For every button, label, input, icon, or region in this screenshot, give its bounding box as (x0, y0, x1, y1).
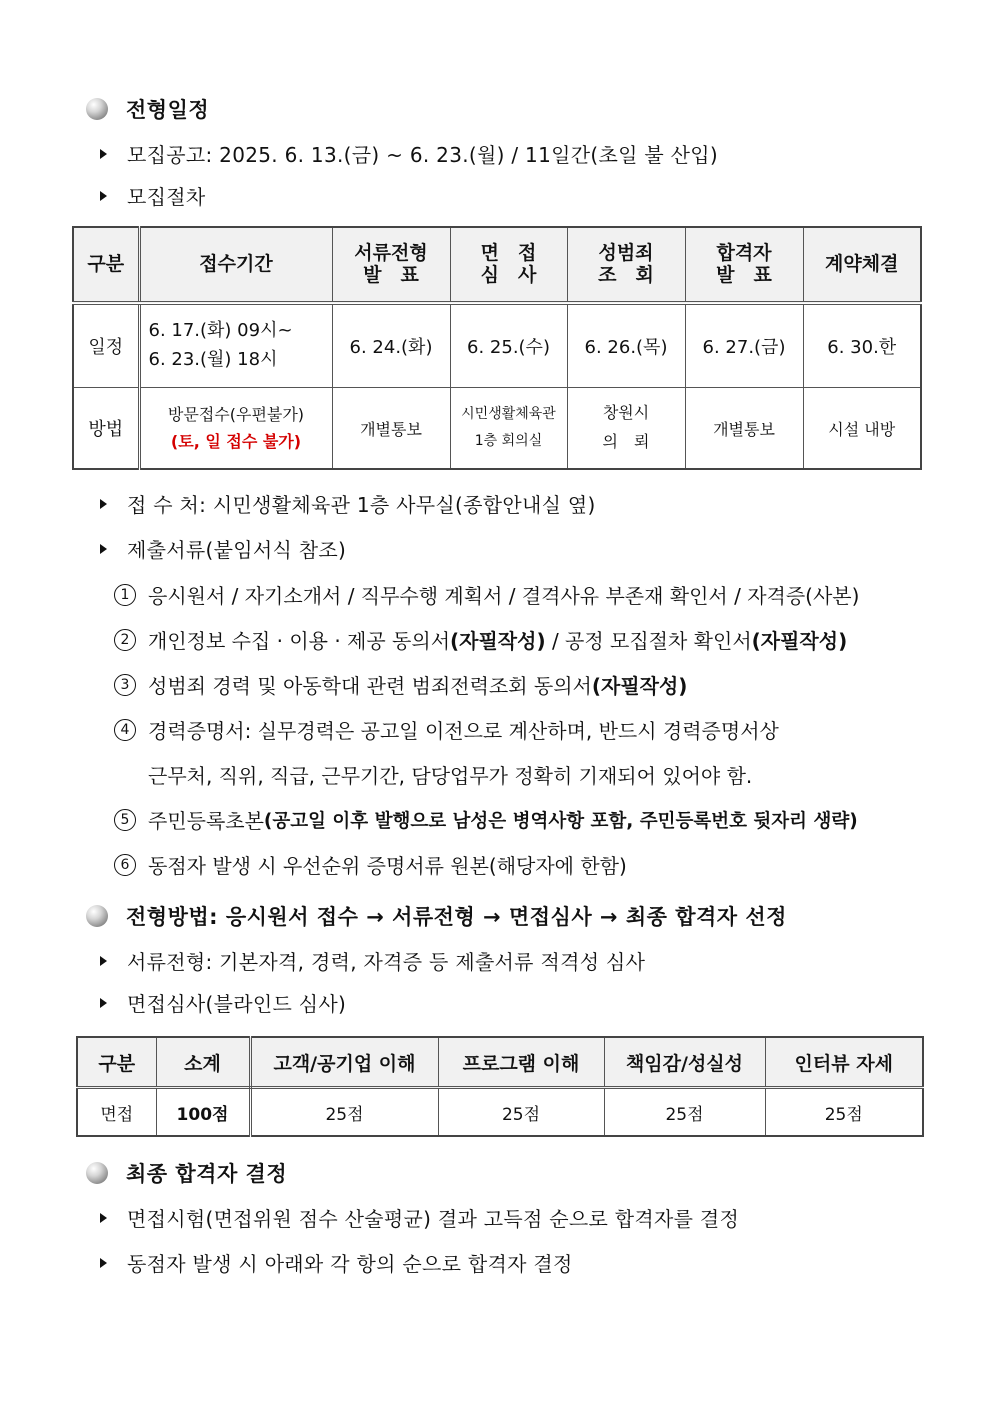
circled-number: 3 (114, 674, 136, 696)
table-cell: 100점 (156, 1088, 250, 1137)
bullet-item (100, 1203, 739, 1232)
header-cell: 계약체결 (803, 227, 921, 303)
final-line: 면접시험(면접위원 점수 산술평균) 결과 고득점 순으로 합격자를 결정 (127, 1207, 740, 1231)
table-cell: 면접 (77, 1088, 156, 1137)
table-cell: 6. 30.한 (803, 303, 921, 388)
table-cell: 25점 (765, 1088, 923, 1137)
header-cell: 고객/공기업 이해 (250, 1037, 438, 1088)
bullet-ball-icon (86, 98, 108, 120)
triangle-bullet-icon (100, 544, 107, 554)
header-cell: 서류전형 발 표 (332, 227, 450, 303)
triangle-bullet-icon (100, 1213, 107, 1223)
list-item: 3 성범죄 경력 및 아동학대 관련 범죄전력조회 동의서 (자필작성) (114, 670, 687, 699)
final-line: 동점자 발생 시 아래와 각 항의 순으로 합격자 결정 (127, 1252, 573, 1276)
table-cell: 25점 (438, 1088, 604, 1137)
table-cell: 6. 27.(금) (685, 303, 803, 388)
table-header-row (77, 1037, 923, 1088)
section-title: 전형일정 (126, 98, 210, 122)
reception-text: 접 수 처: 시민생활체육관 1층 사무실(종합안내실 옆) (127, 493, 596, 517)
table-cell: 6. 17.(화) 09시~ 6. 23.(월) 18시 (139, 303, 332, 388)
list-item: 5 주민등록초본 (공고일 이후 발행으로 남성은 병역사항 포함, 주민등록번호 뒷자리 생략) (114, 805, 858, 834)
table-cell: 25점 (250, 1088, 438, 1137)
header-cell: 책임감/성실성 (604, 1037, 765, 1088)
row-label: 일정 (73, 303, 139, 388)
circled-number: 4 (114, 719, 136, 741)
header-cell: 인터뷰 자세 (765, 1037, 923, 1088)
bullet-ball-icon (86, 1162, 108, 1184)
row-label: 방법 (73, 388, 139, 470)
notice-text: 모집공고: 2025. 6. 13.(금) ~ 6. 23.(월) / 11일간(초일 불 산입) (127, 143, 718, 167)
documents-title: 제출서류(붙임서식 참조) (127, 538, 347, 562)
interview-score-table (76, 1036, 924, 1137)
circled-number: 1 (114, 584, 136, 606)
section-heading (86, 94, 209, 124)
interview-text: 면접심사(블라인드 심사) (127, 992, 347, 1016)
table-cell: 시민생활체육관 1층 회의실 (450, 388, 567, 470)
table-cell: 개별통보 (685, 388, 803, 470)
table-cell: 창원시 의 뢰 (567, 388, 685, 470)
list-item: 2 개인정보 수집 · 이용 · 제공 동의서 (자필작성) / 공정 모집절차 확인서 (자필작성) (114, 625, 847, 654)
doc-screen-text: 서류전형: 기본자격, 경력, 자격증 등 제출서류 적격성 심사 (127, 950, 646, 974)
triangle-bullet-icon (100, 149, 107, 159)
table-row (73, 303, 921, 388)
bullet-item (100, 946, 645, 975)
header-cell: 구분 (73, 227, 139, 303)
bullet-item (100, 489, 596, 518)
triangle-bullet-icon (100, 998, 107, 1008)
circled-number: 5 (114, 809, 136, 831)
table-cell: 개별통보 (332, 388, 450, 470)
table-cell: 방문접수(우편불가) (토, 일 접수 불가) (139, 388, 332, 470)
triangle-bullet-icon (100, 956, 107, 966)
table-cell: 6. 26.(목) (567, 303, 685, 388)
header-cell: 합격자 발 표 (685, 227, 803, 303)
procedure-text: 모집절차 (127, 185, 206, 209)
header-cell: 프로그램 이해 (438, 1037, 604, 1088)
header-cell: 구분 (77, 1037, 156, 1088)
bullet-ball-icon (86, 905, 108, 927)
bullet-item (100, 988, 346, 1017)
circled-number: 6 (114, 854, 136, 876)
list-item: 6 동점자 발생 시 우선순위 증명서류 원본(해당자에 한함) (114, 850, 627, 879)
header-cell: 접수기간 (139, 227, 332, 303)
triangle-bullet-icon (100, 191, 107, 201)
list-item: 1 응시원서 / 자기소개서 / 직무수행 계획서 / 결격사유 부존재 확인서 / 자격증(사본) (114, 580, 859, 609)
header-cell: 성범죄 조 회 (567, 227, 685, 303)
triangle-bullet-icon (100, 1258, 107, 1268)
table-cell: 6. 25.(수) (450, 303, 567, 388)
section-heading (86, 1158, 287, 1188)
schedule-table (72, 226, 922, 470)
header-cell: 소계 (156, 1037, 250, 1088)
header-cell: 면 접 심 사 (450, 227, 567, 303)
section-title: 전형방법: 응시원서 접수 → 서류전형 → 면접심사 → 최종 합격자 선정 (126, 905, 787, 929)
list-item: 4 경력증명서: 실무경력은 공고일 이전으로 계산하며, 반드시 경력증명서상 (114, 715, 779, 744)
bullet-item (100, 139, 718, 168)
bullet-item (100, 1248, 573, 1277)
table-cell: 25점 (604, 1088, 765, 1137)
bullet-item (100, 181, 205, 210)
table-row (73, 388, 921, 470)
section-title: 최종 합격자 결정 (126, 1162, 288, 1186)
table-cell: 6. 24.(화) (332, 303, 450, 388)
table-row (77, 1088, 923, 1137)
list-item-continuation: 근무처, 직위, 직급, 근무기간, 담당업무가 정확히 기재되어 있어야 함. (148, 764, 753, 788)
section-heading (86, 901, 787, 931)
table-header-row (73, 227, 921, 303)
circled-number: 2 (114, 629, 136, 651)
bullet-item (100, 534, 346, 563)
triangle-bullet-icon (100, 499, 107, 509)
table-cell: 시설 내방 (803, 388, 921, 470)
